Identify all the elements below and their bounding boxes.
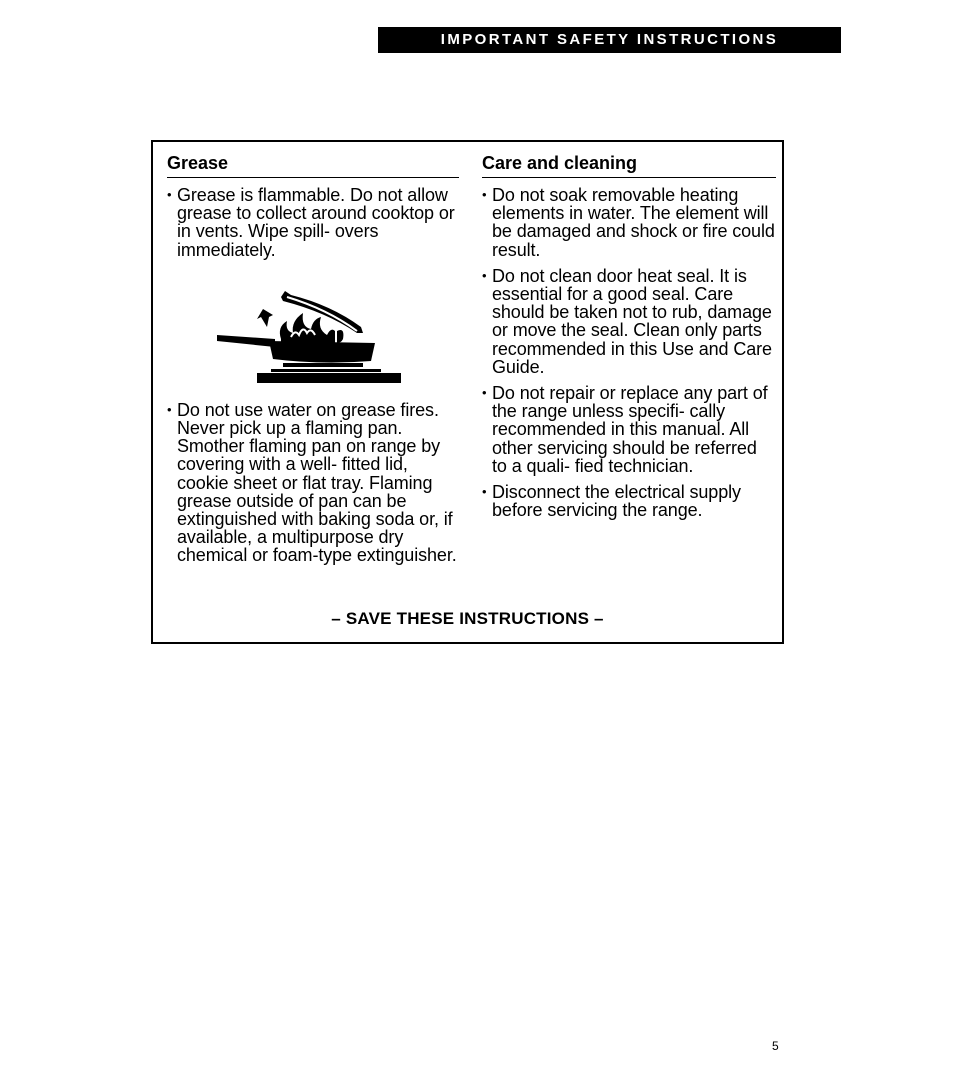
flaming-pan-lid-icon xyxy=(211,287,401,387)
grease-column xyxy=(167,152,459,573)
care-cleaning-heading: Care and cleaning xyxy=(482,152,776,178)
burner-icon xyxy=(257,363,401,383)
care-bullet-3: • Do not repair or replace any part of the range unless specifi- cally recommended in this manual. All other servicing should be referred to a quali- fied technician. xyxy=(482,384,776,475)
care-bullet-4: • Disconnect the electrical supply before servicing the range. xyxy=(482,483,776,519)
care-bullet-1: • Do not soak removable heating elements in water. The element will be damaged and shock or fire could result. xyxy=(482,186,776,259)
grease-heading: Grease xyxy=(167,152,459,178)
care-cleaning-column xyxy=(482,152,776,527)
down-arrow-icon xyxy=(257,309,273,327)
care-bullet-2: • Do not clean door heat seal. It is essential for a good seal. Care should be taken not to rub, damage or move the seal. Clean only parts recommended in this Use and Care Guide. xyxy=(482,267,776,376)
section-header-bar: IMPORTANT SAFETY INSTRUCTIONS xyxy=(378,27,841,53)
grease-bullet-2: • Do not use water on grease fires. Never pick up a flaming pan. Smother flaming pan on range by covering with a well- fitted lid, cookie sheet or flat tray. Flaming grease outside of pan can be extinguished with baking soda or, if available, a multipurpose dry chemical or foam-type extinguisher. xyxy=(167,401,459,565)
page-number: 5 xyxy=(772,1039,779,1053)
instructions-box xyxy=(151,140,784,644)
save-instructions-text: – SAVE THESE INSTRUCTIONS – xyxy=(331,609,604,628)
grease-bullet-1: • Grease is flammable. Do not allow grease to collect around cooktop or in vents. Wipe spill- overs immediately. xyxy=(167,186,459,259)
